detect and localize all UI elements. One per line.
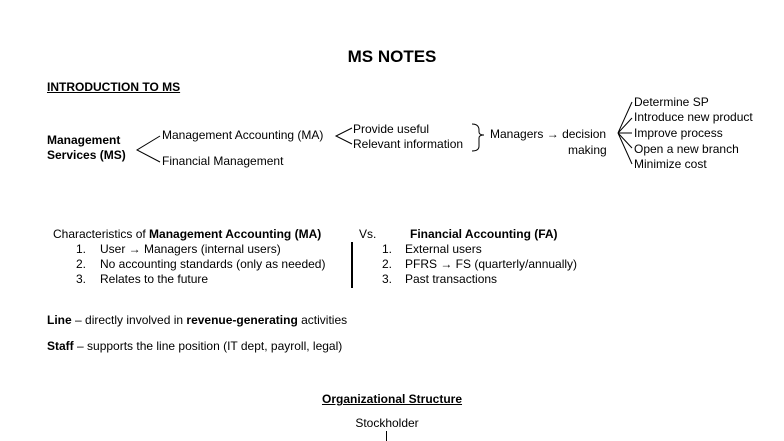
root-label-line2: Services (MS) bbox=[47, 148, 126, 162]
staff-term: Staff bbox=[47, 339, 74, 353]
arrow-icon: → bbox=[546, 127, 559, 141]
branch-fm: Financial Management bbox=[162, 154, 284, 168]
page-title: MS NOTES bbox=[347, 47, 437, 66]
decision-item: Introduce new product bbox=[634, 110, 753, 124]
fa-title: Financial Accounting (FA) bbox=[410, 227, 558, 241]
ma-item: User → Managers (internal users) bbox=[100, 242, 281, 256]
fa-item: Past transactions bbox=[405, 272, 498, 286]
line-bold-phrase: revenue-generating bbox=[186, 313, 298, 327]
ma-purpose-lines bbox=[336, 128, 352, 144]
ma-title: Management Accounting (MA) bbox=[149, 227, 322, 241]
list-number: 1. bbox=[76, 242, 87, 256]
managers-text: Managers bbox=[490, 127, 544, 141]
comparison-divider bbox=[351, 242, 353, 288]
ma-purpose-line1: Provide useful bbox=[353, 122, 430, 136]
vs-label: Vs. bbox=[359, 227, 377, 241]
intro-heading: INTRODUCTION TO MS bbox=[47, 80, 181, 94]
list-number: 1. bbox=[382, 242, 393, 256]
decision-item: Determine SP bbox=[634, 95, 709, 109]
decision-text: decision bbox=[562, 127, 607, 141]
list-number: 2. bbox=[382, 257, 393, 271]
line-text-after: activities bbox=[297, 313, 348, 327]
list-number: 2. bbox=[76, 257, 87, 271]
root-branch-lines bbox=[137, 136, 160, 162]
comparison-prefix: Characteristics of bbox=[53, 227, 150, 241]
branch-ma: Management Accounting (MA) bbox=[162, 128, 324, 142]
line-text-before: – directly involved in bbox=[71, 313, 187, 327]
decision-item: Open a new branch bbox=[634, 142, 739, 156]
list-number: 3. bbox=[76, 272, 87, 286]
decision-item: Minimize cost bbox=[634, 157, 707, 171]
ma-purpose-line2: Relevant information bbox=[353, 137, 464, 151]
ma-item: Relates to the future bbox=[100, 272, 209, 286]
purpose-brace bbox=[472, 124, 484, 151]
ma-item: No accounting standards (only as needed) bbox=[100, 257, 326, 271]
decision-fan-bottom bbox=[618, 133, 632, 164]
staff-text: – supports the line position (IT dept, payroll, legal) bbox=[73, 339, 343, 353]
line-definition bbox=[47, 313, 347, 328]
staff-definition bbox=[47, 339, 342, 354]
managers-label bbox=[490, 127, 606, 142]
comparison-left-header bbox=[53, 227, 321, 242]
fa-item: External users bbox=[405, 242, 482, 256]
fa-item: PFRS → FS (quarterly/annually) bbox=[405, 257, 578, 271]
decision-fan-top bbox=[618, 102, 632, 133]
decision-item: Improve process bbox=[634, 126, 723, 140]
org-heading: Organizational Structure bbox=[321, 392, 463, 406]
org-connector bbox=[386, 431, 387, 441]
decision-line2: making bbox=[568, 143, 607, 157]
line-term: Line bbox=[47, 313, 72, 327]
org-node-stockholder: Stockholder bbox=[355, 416, 419, 430]
list-number: 3. bbox=[382, 272, 393, 286]
root-label-line1: Management bbox=[47, 133, 121, 147]
